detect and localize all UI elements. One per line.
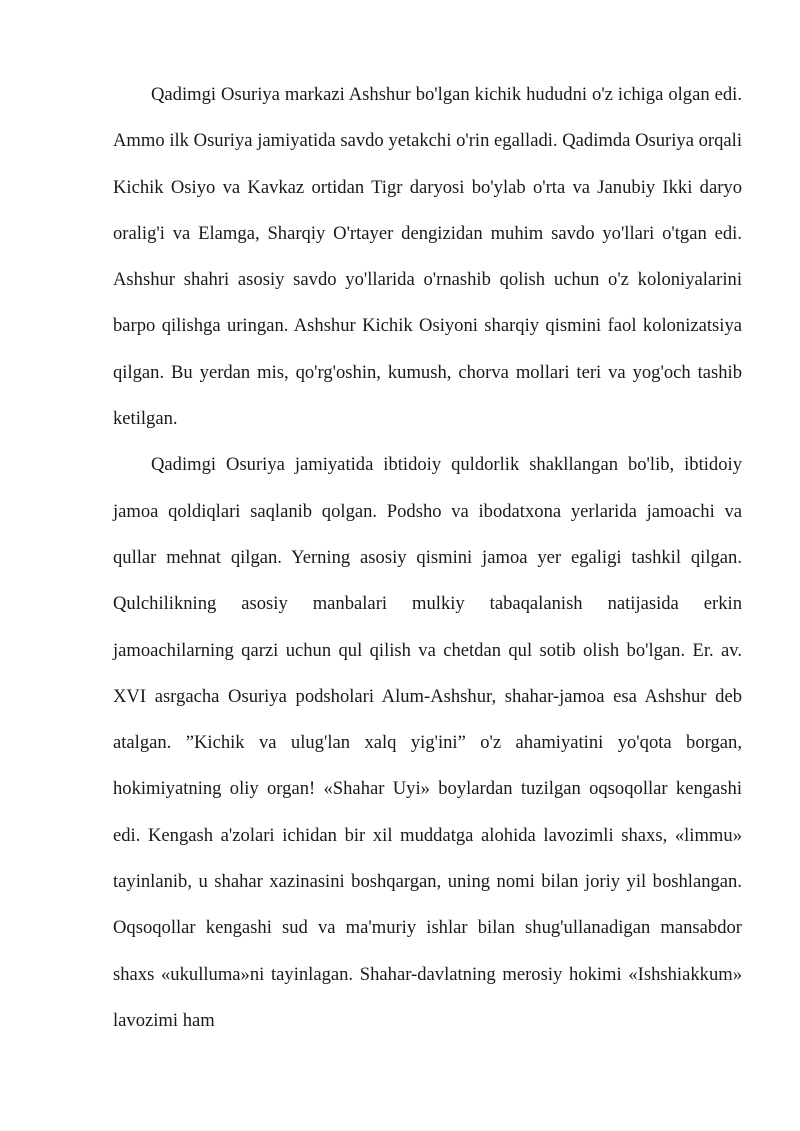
paragraph-1: Qadimgi Osuriya markazi Ashshur bo'lgan kichik hududni o'z ichiga olgan edi. Ammo ilk Osuriya jamiyatida savdo yetakchi o'rin egalladi. Qadimda Osuriya orqali Kichik Osiyo va Kavkaz ortidan Tigr daryosi bo'ylab o'rta va Janubiy Ikki daryo oralig'i va Elamga, Sharqiy O'rtayer dengizidan muhim savdo yo'llari o'tgan edi. Ashshur shahri asosiy savdo yo'llarida o'rnashib qolish uchun o'z koloniyalarini barpo qilishga uringan. Ashshur Kichik Osiyoni sharqiy qismini faol kolonizatsiya qilgan. Bu yerdan mis, qo'rg'oshin, kumush, chorva mollari teri va yog'och tashib ketilgan. <box>113 84 742 430</box>
document-page <box>113 72 742 1044</box>
paragraph-2: Qadimgi Osuriya jamiyatida ibtidoiy quldorlik shakllangan bo'lib, ibtidoiy jamoa qoldiqlari saqlanib qolgan. Podsho va ibodatxona yerlarida jamoachi va qullar mehnat qilgan. Yerning asosiy qismini jamoa yer egaligi tashkil qilgan. Qulchilikning asosiy manbalari mulkiy tabaqalanish natijasida erkin jamoachilarning qarzi uchun qul qilish va chetdan qul sotib olish bo'lgan. Er. av. XVI asrgacha Osuriya podsholari Alum-Ashshur, shahar-jamoa esa Ashshur deb atalgan. ”Kichik va ulug'lan xalq yig'ini” o'z ahamiyatini yo'qota borgan, hokimiyatning oliy organ! «Shahar Uyi» boylardan tuzilgan oqsoqollar kengashi edi. Kengash a'zolari ichidan bir xil muddatga alohida lavozimli shaxs, «limmu» tayinlanib, u shahar xazinasini boshqargan, uning nomi bilan joriy yil boshlangan. Oqsoqollar kengashi sud va ma'muriy ishlar bilan shug'ullanadigan mansabdor shaxs «ukulluma»ni tayinlagan. Shahar-davlatning merosiy hokimi «Ishshiakkum» lavozimi ham <box>113 454 742 1031</box>
